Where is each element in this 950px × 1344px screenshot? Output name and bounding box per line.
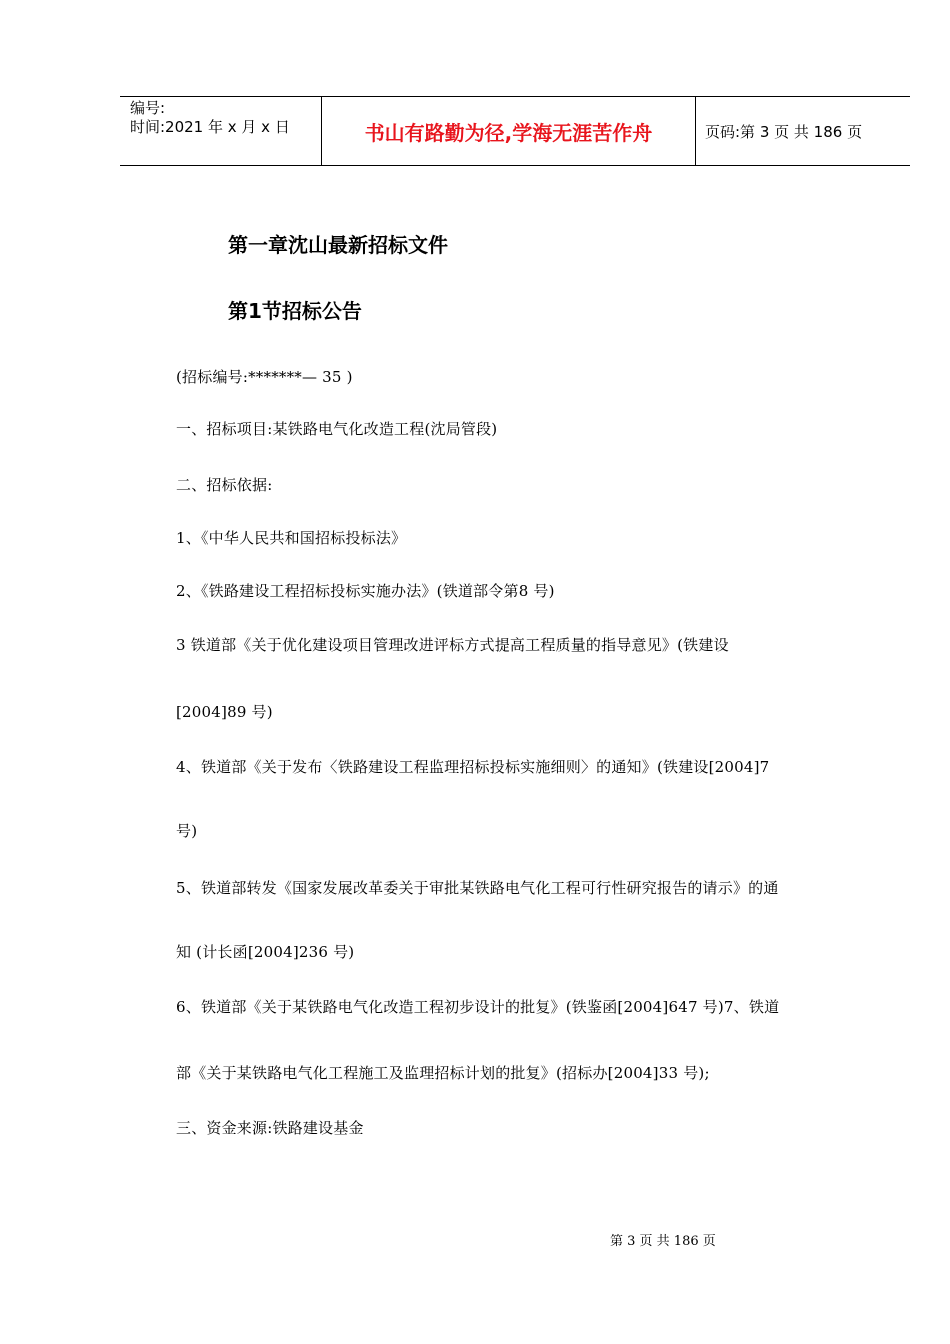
paragraph-line: 一、招标项目:某铁路电气化改造工程(沈局管段) <box>176 420 498 438</box>
chapter-title: 第一章沈山最新招标文件 <box>228 233 448 257</box>
paragraph-line: 2、《铁路建设工程招标投标实施办法》(铁道部令第8 号) <box>176 582 555 600</box>
page-header <box>120 96 910 166</box>
paragraph-line: 6、铁道部《关于某铁路电气化改造工程初步设计的批复》(铁鉴函[2004]647 号)7、铁道 <box>176 998 780 1016</box>
header-divider <box>695 97 696 165</box>
paragraph-line: 二、招标依据: <box>176 476 273 494</box>
page-footer: 第 3 页 共 186 页 <box>610 1234 716 1249</box>
paragraph-line: 1、《中华人民共和国招标投标法》 <box>176 529 407 547</box>
paragraph-line: 知 (计长函[2004]236 号) <box>176 943 355 961</box>
paragraph-line: 4、铁道部《关于发布〈铁路建设工程监理招标投标实施细则〉的通知》(铁建设[2004]7 <box>176 758 770 776</box>
header-page-code: 页码:第 3 页 共 186 页 <box>705 122 863 141</box>
bid-number: (招标编号:*******— 35 ) <box>176 368 353 386</box>
paragraph-line: 三、资金来源:铁路建设基金 <box>176 1119 364 1137</box>
time-line: 时间:2021 年 x 月 x 日 <box>130 118 290 136</box>
section-title: 第1节招标公告 <box>228 299 362 323</box>
header-motto: 书山有路勤为径,学海无涯苦作舟 <box>364 120 653 145</box>
paragraph-line: 3 铁道部《关于优化建设项目管理改进评标方式提高工程质量的指导意见》(铁建设 <box>176 636 729 654</box>
paragraph-line: 号) <box>176 822 198 840</box>
paragraph-line: 5、铁道部转发《国家发展改革委关于审批某铁路电气化工程可行性研究报告的请示》的通 <box>176 879 779 897</box>
paragraph-line: [2004]89 号) <box>176 703 273 721</box>
paragraph-line: 部《关于某铁路电气化工程施工及监理招标计划的批复》(招标办[2004]33 号); <box>176 1064 710 1082</box>
number-label: 编号: <box>130 99 166 117</box>
header-info <box>130 99 290 137</box>
